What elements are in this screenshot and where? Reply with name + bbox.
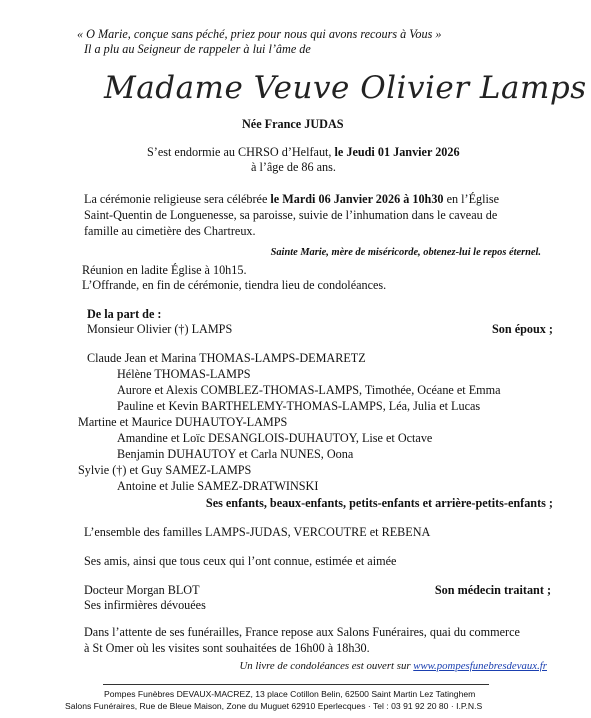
children-role: Ses enfants, beaux-enfants, petits-enfants et arrière-petits-enfants ; (205, 496, 553, 510)
family-line: Hélène THOMAS-LAMPS (117, 367, 251, 381)
prayer-line-1: « O Marie, conçue sans péché, priez pour nous qui avons recours à Vous » (77, 27, 442, 41)
family-line: Sylvie (†) et Guy SAMEZ-LAMPS (78, 463, 252, 477)
family-line: Pauline et Kevin BARTHELEMY-THOMAS-LAMPS, Léa, Julia et Lucas (117, 399, 481, 413)
death-line (147, 145, 460, 160)
offrande-line: L’Offrande, en fin de cérémonie, tiendra lieu de condoléances. (82, 278, 387, 292)
register-text: Un livre de condoléances est ouvert sur (239, 660, 414, 672)
spouse-role: Son époux ; (492, 322, 553, 336)
footer-line-1: Pompes Funèbres DEVAUX-MACREZ, 13 place Cotillon Belin, 62500 Saint Martin Lez Tatinghem (104, 689, 476, 699)
prayer-line-2: Il a plu au Seigneur de rappeler à lui l’âme de (84, 42, 311, 56)
invocation: Sainte Marie, mère de miséricorde, obtenez-lui le repos éternel. (270, 247, 541, 258)
family-line: Martine et Maurice DUHAUTOY-LAMPS (78, 415, 288, 429)
footer-line-2: Salons Funéraires, Rue de Bleue Maison, Zone du Muguet 62910 Eperlecques · Tel : 03 91 92 20 80 · I.P.N.S (65, 701, 483, 711)
death-age: à l’âge de 86 ans. (251, 160, 336, 174)
spouse-name: Monsieur Olivier (†) LAMPS (87, 322, 233, 336)
funeral-line-2: à St Omer où les visites sont souhaitées de 16h00 à 18h30. (84, 641, 370, 655)
death-date: le Jeudi 01 Janvier 2026 (334, 145, 460, 159)
nurses-line: Ses infirmières dévouées (84, 598, 206, 612)
condolence-link[interactable]: www.pompesfunebresdevaux.fr (413, 660, 547, 672)
family-line: Benjamin DUHAUTOY et Carla NUNES, Oona (117, 447, 354, 461)
funeral-line-1: Dans l’attente de ses funérailles, France repose aux Salons Funéraires, quai du commerce (84, 625, 520, 639)
families-line: L’ensemble des familles LAMPS-JUDAS, VERCOUTRE et REBENA (84, 525, 431, 539)
footer-divider (103, 684, 489, 685)
ceremony-line-2: Saint-Quentin de Longuenesse, sa paroisse, suivie de l’inhumation dans le caveau de (84, 208, 498, 222)
ceremony-line-3: famille au cimetière des Chartreux. (84, 224, 256, 238)
friends-line: Ses amis, ainsi que tous ceux qui l’ont connue, estimée et aimée (84, 554, 397, 568)
ceremony-pre: La cérémonie religieuse sera célébrée (84, 192, 271, 206)
deceased-name: Madame Veuve Olivier Lamps (104, 70, 587, 106)
condolence-register (239, 660, 547, 672)
doctor-role: Son médecin traitant ; (434, 583, 551, 597)
family-line: Amandine et Loïc DESANGLOIS-DUHAUTOY, Lise et Octave (117, 431, 433, 445)
family-heading: De la part de : (87, 307, 162, 321)
family-line: Claude Jean et Marina THOMAS-LAMPS-DEMARETZ (87, 351, 366, 365)
ceremony-date: le Mardi 06 Janvier 2026 à 10h30 (270, 192, 444, 206)
reunion-line: Réunion en ladite Église à 10h15. (82, 263, 247, 277)
birth-name: Née France JUDAS (242, 117, 344, 131)
ceremony-line-1 (84, 192, 499, 207)
family-line: Aurore et Alexis COMBLEZ-THOMAS-LAMPS, Timothée, Océane et Emma (117, 383, 501, 397)
family-line: Antoine et Julie SAMEZ-DRATWINSKI (117, 479, 319, 493)
ceremony-post: en l’Église (443, 192, 500, 206)
doctor-name: Docteur Morgan BLOT (84, 583, 200, 597)
death-text: S’est endormie au CHRSO d’Helfaut, (147, 145, 335, 159)
